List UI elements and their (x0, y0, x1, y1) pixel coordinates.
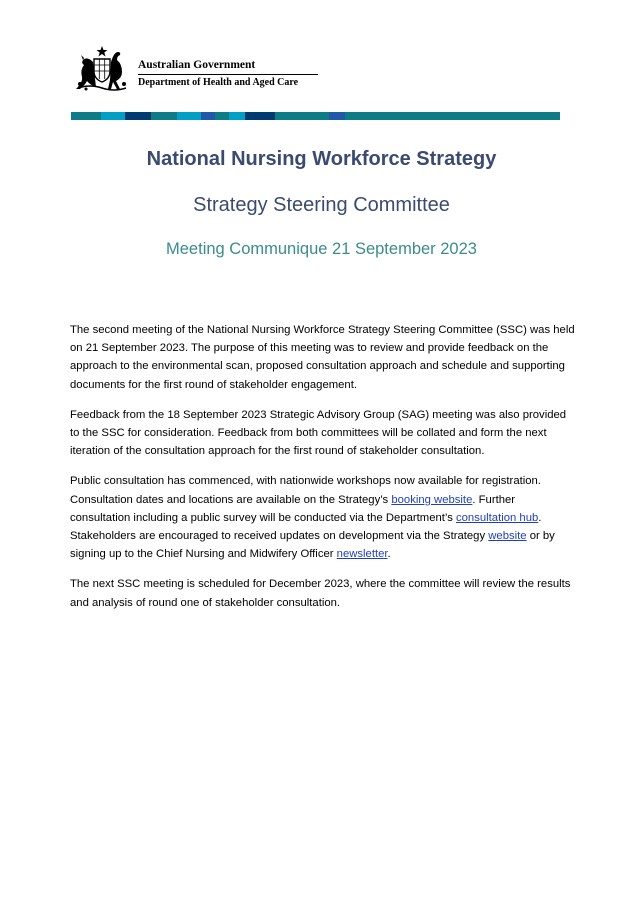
paragraph-meeting-summary: The second meeting of the National Nursing Workforce Strategy Steering Committee (SSC) was held on 21 September 2023. The purpose of this meeting was to review and provide feedback on the approach to the environmental scan, proposed consultation approach and schedule and supporting documents for the first round of stakeholder engagement. (70, 324, 575, 391)
document-title: National Nursing Workforce Strategy (146, 148, 497, 170)
paragraph-public-consultation (70, 472, 578, 563)
colour-bar-segment (229, 112, 245, 120)
colour-bar-segment (215, 112, 229, 120)
consultation-hub-link[interactable]: consultation hub (456, 511, 539, 524)
colour-bar-segment (201, 112, 215, 120)
decorative-colour-bar (71, 112, 560, 120)
document-subtitle: Strategy Steering Committee (193, 194, 450, 216)
consultation-text: . (387, 548, 391, 561)
colour-bar-segment (345, 112, 560, 120)
government-header (70, 44, 330, 96)
colour-bar-segment (71, 112, 101, 120)
colour-bar-segment (329, 112, 345, 120)
strategy-website-link[interactable]: website (488, 530, 527, 543)
consultation-text: Public consultation has commenced, with nationwide workshops now available for registration. Consultation dates and locations are available on the Strategy’s (70, 475, 541, 506)
government-text (138, 58, 318, 90)
newsletter-link[interactable]: newsletter (336, 548, 388, 561)
consultation-text: . Further consultation including a public survey will be conducted via the Department’s (70, 493, 516, 524)
consultation-text: . Stakeholders are encouraged to received updates on development via the Strategy (70, 511, 542, 543)
colour-bar-segment (101, 112, 125, 120)
paragraph-next-meeting: The next SSC meeting is scheduled for December 2023, where the committee will review the results and analysis of round one of stakeholder consultation. (70, 578, 571, 609)
government-name: Australian Government (138, 58, 318, 75)
paragraph-sag-feedback: Feedback from the 18 September 2023 Strategic Advisory Group (SAG) meeting was also provided to the SSC for consideration. Feedback from both committees will be collated and form the next iteration of the consultation approach for the first round of stakeholder consultation. (70, 408, 567, 458)
department-name: Department of Health and Aged Care (138, 77, 299, 88)
colour-bar-segment (151, 112, 177, 120)
colour-bar-segment (177, 112, 201, 120)
colour-bar-segment (125, 112, 151, 120)
colour-bar-segment (275, 112, 329, 120)
meeting-date-heading: Meeting Communique 21 September 2023 (166, 240, 477, 258)
coat-of-arms-icon (70, 44, 134, 94)
communique-body (70, 321, 578, 624)
consultation-text: or by signing up to the Chief Nursing and Midwifery Officer (70, 530, 555, 561)
colour-bar-segment (245, 112, 275, 120)
booking-website-link[interactable]: booking website (391, 493, 473, 506)
